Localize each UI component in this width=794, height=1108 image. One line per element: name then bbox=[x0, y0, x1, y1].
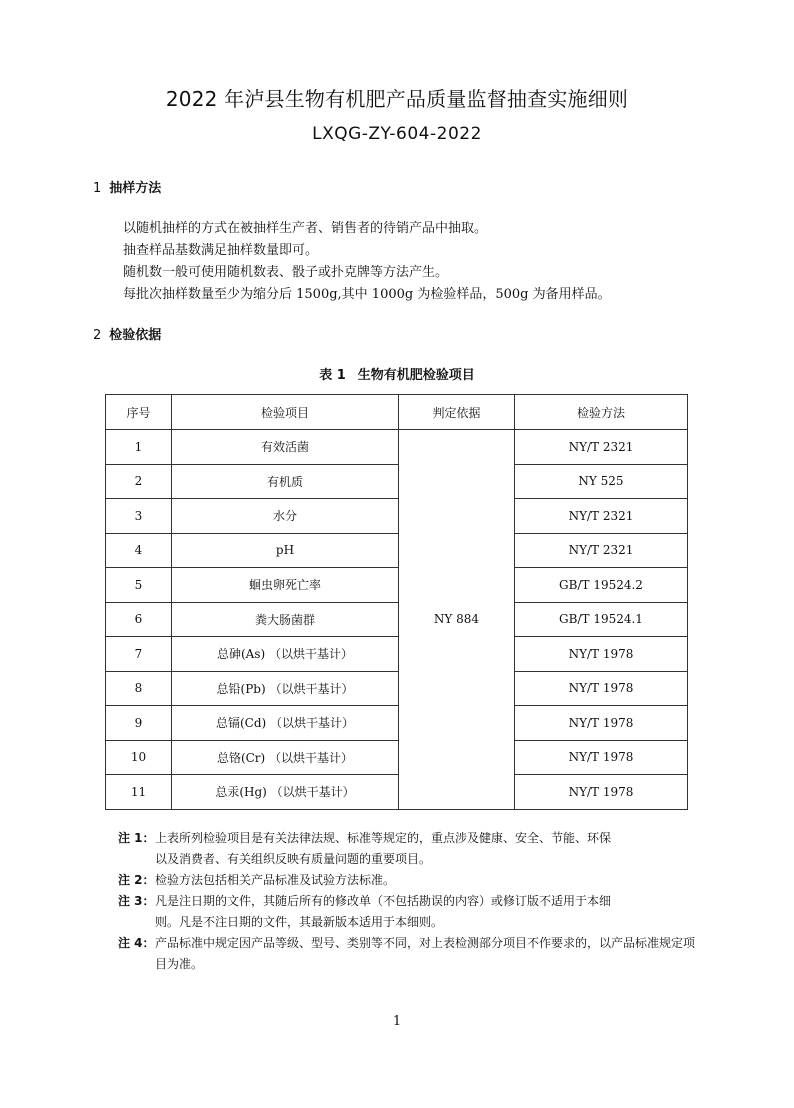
note-label: 注 1： bbox=[118, 831, 155, 845]
cell-method: NY/T 2321 bbox=[515, 430, 688, 465]
paragraph: 以随机抽样的方式在被抽样生产者、销售者的待销产品中抽取。 bbox=[123, 221, 488, 236]
cell-no: 10 bbox=[106, 740, 172, 775]
cell-method: NY/T 1978 bbox=[515, 706, 688, 741]
cell-no: 7 bbox=[106, 637, 172, 672]
note-item bbox=[118, 891, 708, 933]
paragraph: 随机数一般可使用随机数表、骰子或扑克牌等方法产生。 bbox=[123, 265, 449, 280]
table-row bbox=[106, 602, 688, 637]
cell-method: NY/T 1978 bbox=[515, 671, 688, 706]
cell-no: 5 bbox=[106, 568, 172, 603]
note-label: 注 4： bbox=[118, 936, 155, 950]
table-row bbox=[106, 706, 688, 741]
cell-no: 6 bbox=[106, 602, 172, 637]
cell-method: NY/T 1978 bbox=[515, 637, 688, 672]
section-heading-sampling bbox=[93, 177, 161, 196]
cell-no: 3 bbox=[106, 499, 172, 534]
cell-item: 蛔虫卵死亡率 bbox=[172, 568, 399, 603]
note-line: 产品标准中规定因产品等级、型号、类别等不同，对上表检测部分项目不作要求的，以产品标准规定项 bbox=[155, 936, 696, 950]
table-row bbox=[106, 740, 688, 775]
cell-no: 2 bbox=[106, 464, 172, 499]
cell-item: 有机质 bbox=[172, 464, 399, 499]
cell-method: NY/T 2321 bbox=[515, 533, 688, 568]
cell-method: GB/T 19524.2 bbox=[515, 568, 688, 603]
note-label: 注 3： bbox=[118, 894, 155, 908]
cell-item: pH bbox=[172, 533, 399, 568]
header-item: 检验项目 bbox=[172, 395, 399, 430]
note-item bbox=[118, 828, 708, 870]
cell-method: NY/T 1978 bbox=[515, 775, 688, 810]
note-line: 目为准。 bbox=[155, 957, 204, 971]
table-caption-title: 生物有机肥检验项目 bbox=[357, 368, 475, 383]
table-header-row bbox=[106, 395, 688, 430]
table-caption-label: 表 1 bbox=[319, 368, 346, 383]
note-line: 检验方法包括相关产品标准及试验方法标准。 bbox=[155, 873, 396, 887]
paragraph: 抽查样品基数满足抽样数量即可。 bbox=[123, 243, 319, 258]
cell-no: 9 bbox=[106, 706, 172, 741]
section-heading-basis bbox=[93, 324, 161, 343]
section-title: 检验依据 bbox=[109, 328, 162, 343]
table-notes bbox=[118, 828, 708, 975]
cell-no: 1 bbox=[106, 430, 172, 465]
header-method: 检验方法 bbox=[515, 395, 688, 430]
table-row bbox=[106, 637, 688, 672]
table-row bbox=[106, 499, 688, 534]
note-label: 注 2： bbox=[118, 873, 155, 887]
header-basis: 判定依据 bbox=[399, 395, 515, 430]
cell-method: NY/T 1978 bbox=[515, 740, 688, 775]
table-row bbox=[106, 568, 688, 603]
table-row bbox=[106, 775, 688, 810]
header-no: 序号 bbox=[106, 395, 172, 430]
note-item bbox=[118, 870, 708, 891]
note-line: 上表所列检验项目是有关法律法规、标准等规定的，重点涉及健康、安全、节能、环保 bbox=[155, 831, 612, 845]
document-code: LXQG-ZY-604-2022 bbox=[312, 124, 482, 144]
cell-item: 总汞(Hg) （以烘干基计） bbox=[172, 775, 399, 810]
section-number: 2 bbox=[93, 328, 102, 343]
note-item bbox=[118, 933, 708, 975]
cell-item: 水分 bbox=[172, 499, 399, 534]
table-row bbox=[106, 430, 688, 465]
cell-method: NY/T 2321 bbox=[515, 499, 688, 534]
section-number: 1 bbox=[93, 181, 102, 196]
cell-item: 总铬(Cr) （以烘干基计） bbox=[172, 740, 399, 775]
cell-method: GB/T 19524.1 bbox=[515, 602, 688, 637]
table-caption bbox=[0, 364, 794, 383]
cell-item: 有效活菌 bbox=[172, 430, 399, 465]
table-row bbox=[106, 533, 688, 568]
note-line: 以及消费者、有关组织反映有质量问题的重要项目。 bbox=[155, 852, 432, 866]
inspection-items-table bbox=[105, 394, 688, 810]
cell-no: 8 bbox=[106, 671, 172, 706]
paragraph: 每批次抽样数量至少为缩分后 1500g,其中 1000g 为检验样品，500g 为备用样品。 bbox=[123, 287, 611, 302]
cell-method: NY 525 bbox=[515, 464, 688, 499]
cell-item: 总砷(As) （以烘干基计） bbox=[172, 637, 399, 672]
table-row bbox=[106, 464, 688, 499]
table-row bbox=[106, 671, 688, 706]
page-number: 1 bbox=[392, 1014, 402, 1029]
cell-no: 11 bbox=[106, 775, 172, 810]
cell-no: 4 bbox=[106, 533, 172, 568]
note-line: 则。凡是不注日期的文件，其最新版本适用于本细则。 bbox=[155, 915, 444, 929]
cell-item: 总铅(Pb) （以烘干基计） bbox=[172, 671, 399, 706]
section-title: 抽样方法 bbox=[109, 181, 162, 196]
document-title: 2022 年泸县生物有机肥产品质量监督抽查实施细则 bbox=[165, 87, 629, 111]
cell-item: 粪大肠菌群 bbox=[172, 602, 399, 637]
cell-item: 总镉(Cd) （以烘干基计） bbox=[172, 706, 399, 741]
cell-basis: NY 884 bbox=[399, 430, 515, 810]
note-line: 凡是注日期的文件，其随后所有的修改单（不包括勘误的内容）或修订版不适用于本细 bbox=[155, 894, 612, 908]
sampling-paragraphs bbox=[123, 218, 611, 306]
